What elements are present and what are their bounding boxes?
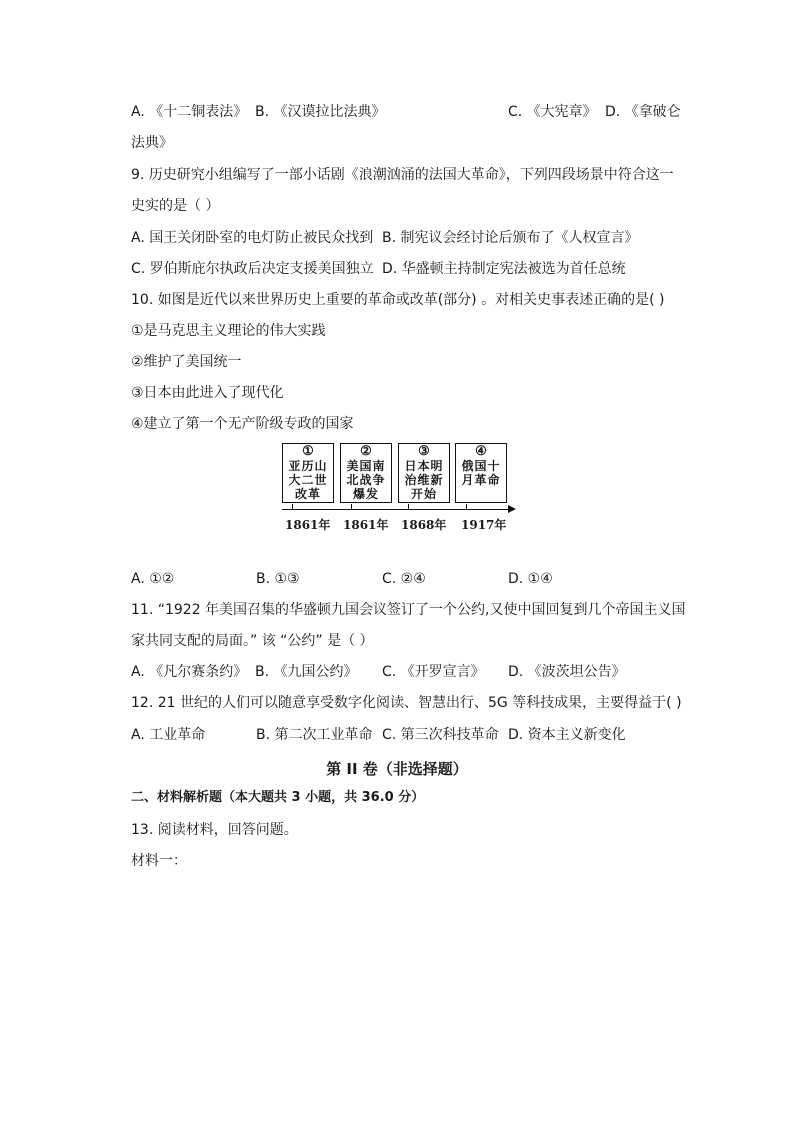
q12-option-b: B. 第二次工业革命 [256,727,373,743]
q11-option-a: A. 《凡尔赛条约》 [131,664,248,680]
q11-option-c: C. 《开罗宣言》 [382,664,485,680]
event-text-line: 大二世 [288,473,328,487]
q11-stem-line2: 家共同支配的局面。” 该 “公约” 是（ ） [131,633,374,649]
event-text-line: 亚历山 [288,459,328,473]
q10-option-a: A. ①② [131,571,175,587]
q9-stem-line1: 9. 历史研究小组编写了一部小话剧《浪潮汹涌的法国大革命》，下列四段场景中符合这一 [131,167,674,183]
q8-option-d-continued: 法典》 [131,135,173,151]
arrow-right-icon [508,505,516,513]
timeline-event-box [398,443,450,503]
timeline-event-box [282,443,334,503]
q10-stem: 10. 如图是近代以来世界历史上重要的革命或改革(部分) 。对相关史事表述正确的是( ) [131,292,665,308]
q11-option-d: D. 《波茨坦公告》 [508,664,626,680]
q12-option-a: A. 工业革命 [131,727,206,743]
timeline-tick [466,504,467,510]
q13-stem: 13. 阅读材料，回答问题。 [131,822,298,838]
q12-option-c: C. 第三次科技革命 [382,727,499,743]
timeline-event-box [455,443,507,503]
event-text-line: 俄国十 [461,459,501,473]
q8-option-d: D. 《拿破仑 [605,104,681,120]
event-number: ② [360,444,372,459]
q10-statement-2: ②维护了美国统一 [131,354,242,370]
q9-option-a: A. 国王关闭卧室的电灯防止被民众找到 [131,230,374,246]
q12-stem: 12. 21 世纪的人们可以随意享受数字化阅读、智慧出行、5G 等科技成果，主要得益于( ) [131,695,682,711]
q8-option-c: C. 《大宪章》 [508,104,597,120]
event-text-line: 爆发 [352,487,379,501]
q12-option-d: D. 资本主义新变化 [508,727,626,743]
timeline-year: 1861年 [285,518,331,532]
q11-option-b: B. 《九国公约》 [255,664,358,680]
part2-title: 第 II 卷（非选择题） [326,760,468,778]
q10-timeline-figure [278,440,518,536]
section2-title: 二、材料解析题（本大题共 3 小题，共 36.0 分） [131,790,425,805]
q9-stem-line2: 史实的是（ ） [131,198,220,214]
event-text-line: 月革命 [461,473,501,487]
q10-statement-3: ③日本由此进入了现代化 [131,385,284,401]
timeline-year: 1917年 [461,518,507,532]
q10-option-d: D. ①④ [508,571,553,587]
q11-stem-line1: 11. “1922 年美国召集的华盛顿九国会议签订了一个公约,又使中国回复到几个帝国主义国 [131,602,686,618]
timeline-event-box [340,443,392,503]
q9-option-b: B. 制宪议会经讨论后颁布了《人权宣言》 [382,230,639,246]
event-number: ③ [418,444,430,459]
q8-option-b: B. 《汉谟拉比法典》 [255,104,386,120]
q10-option-c: C. ②④ [382,571,426,587]
timeline-tick [408,504,409,510]
event-text-line: 美国南 [346,459,386,473]
q8-option-a: A. 《十二铜表法》 [131,104,248,120]
timeline-axis [282,509,510,510]
event-number: ④ [475,444,487,459]
q13-material1-label: 材料一： [131,853,187,869]
q10-option-b: B. ①③ [256,571,300,587]
timeline-tick [292,504,293,510]
event-text-line: 日本明 [404,459,444,473]
event-number: ① [302,444,314,459]
q10-statement-1: ①是马克思主义理论的伟大实践 [131,323,326,339]
timeline-year: 1868年 [401,518,447,532]
timeline-year: 1861年 [343,518,389,532]
timeline-tick [351,504,352,510]
event-text-line: 治维新 [404,473,444,487]
event-text-line: 开始 [410,487,437,501]
q9-option-c: C. 罗伯斯庇尔执政后决定支援美国独立 [131,261,374,277]
q9-option-d: D. 华盛顿主持制定宪法被选为首任总统 [382,261,626,277]
event-text-line: 北战争 [346,473,386,487]
event-text-line: 改革 [294,487,321,501]
q10-statement-4: ④建立了第一个无产阶级专政的国家 [131,416,354,432]
